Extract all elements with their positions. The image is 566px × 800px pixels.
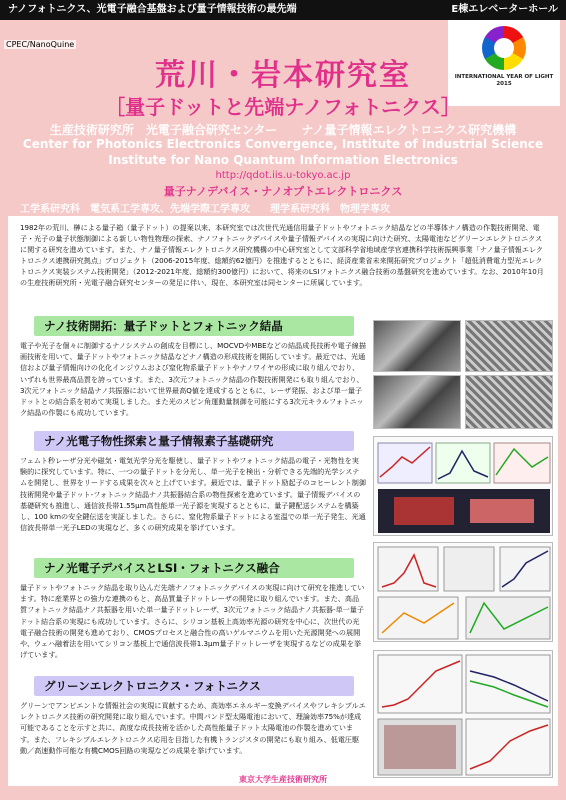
section-body-4: グリーンでアンビエントな情報社会の実現に貢献するため、高効率エネルギー変換デバイスやフレキシブルエレクトロニクス技術の研究開発に取り組んでいます。中間バンド型太陽電池において、理論効率75%が達成可能であることを示すと共に、高度な成長技術を活かした高性能量子ドット太陽電池の作製を進めています。また、フレキシブルエレクトロニクス応用を目指した有機トランジスタの開発にも取り組み、低電圧駆動／高速動作可能な有機CMOS回路の実現などの成果を挙げています。 bbox=[20, 701, 366, 755]
section-heading-2: ナノ光電子物性探索と量子情報素子基礎研究 bbox=[34, 431, 354, 451]
institution-en-1: Center for Photonics Electronics Convergence, Institute of Industrial Science bbox=[22, 137, 544, 151]
section-heading-3: ナノ光電子デバイスとLSI・フォトニクス融合 bbox=[34, 558, 354, 578]
institution-en-2: Institute for Nano Quantum Information Electronics bbox=[108, 153, 458, 167]
header-tagline: ナノフォトニクス、光電子融合基盤および量子情報技術の最先端 bbox=[8, 4, 297, 15]
sem-image-figure bbox=[373, 375, 461, 429]
section-heading-1: ナノ技術開拓：量子ドットとフォトニック結晶 bbox=[34, 316, 354, 336]
logo-text: INTERNATIONAL YEAR OF LIGHT 2015 bbox=[454, 74, 554, 87]
section-body-3: 量子ドットやフォトニック結晶を取り込んだ先端ナノフォトニックデバイスの実現に向けて研究を推進しています。特に産業界との強力な連携のもと、高品質量子ドットレーザの開発に取り組んでいます。また、高品質フォトニック結晶ナノ共振器を用いた単一量子ドットレーザ、3次元フォトニック結晶ナノ共振器-単一量子ドット結合系の実現にも成功しています。さらに、シリコン基板上高効率光源の研究を中心に、次世代の光電子融合技術の開発も進めており、CMOSプロセスと融合性の高いゲルマニウムを用いた光源開発への展開や、ウェハ融着法を用いてシリコン基板上で通信波長帯1.3μm量子ドットレーザを実現するなどの成果を挙げています。 bbox=[20, 583, 365, 660]
graph-thumbnails bbox=[374, 651, 553, 778]
org-tag: CPEC/NanoQuine bbox=[6, 40, 75, 49]
section-body-2: フェムト秒レーザ分光や磁気・電気光学分光を駆使し、量子ドットやフォトニック結晶の電子・光物性を実験的に探究しています。特に、一つの量子ドットを分光し、単一光子を検出・分析できる先端的光学システムを開発し、世界をリードする成果を次々と上げています。最近では、量子ドット励起子のコヒーレント制御技術開発や量子ドット-フォトニック結晶ナノ共振器結合系の物性探索を進めています。量子情報デバイスの基礎研究も推進し、通信波長帯1.55μm高性能単一光子源を実現するとともに、量子鍵配送システムを構築し、100 kmの安全鍵伝送を実証しました。さらに、窒化物系量子ドットによる室温での単一光子発生、光通信波長帯単一光子LEDの実現など、多くの研究成果を挙げています。 bbox=[20, 456, 366, 533]
lab-subtitle: ［量子ドットと先端ナノフォトニクス］ bbox=[105, 95, 461, 119]
header-location: E棟エレベーターホール bbox=[451, 4, 558, 15]
lab-title: 荒川・岩本研究室 bbox=[155, 58, 411, 93]
graph-thumbnails bbox=[374, 437, 553, 536]
footer-institution: 東京大学生産技術研究所 bbox=[239, 775, 327, 784]
intro-text: 1982年の荒川、榊による量子箱（量子ドット）の提案以来、本研究室では次世代光通信用量子ドットやフォトニック結晶などの半導体ナノ構造の作製技術開発、電子・光子の量子状態制御による新しい物性物理の探索、ナノフォトニックデバイスや量子情報デバイスの実現に向けた研究、太陽電池などグリーンエレクトロニクスに関する研究を進めています。また、ナノ量子情報エレクトロニクス研究機構の中心研究室として文部科学省地域産学官連携科学技術振興事業「ナノ量子情報エレクトロニクス連携研究拠点」プロジェクト（2006-2015年度、総額約62億円）を推進するとともに、経済産業省未来開拓研究プロジェクト「超低消費電力型光エレクトロニクス実装システム技術開発」（2012-2021年度、総額約300億円）において、将来のLSIフォトニクス融合技術の基盤研究を進めています。なお、2010年10月の生産技術研究所・光電子融合研究センターの発足に伴い、現在、本研究室は同センターに所属しています。 bbox=[20, 223, 544, 287]
sem-image-figure bbox=[465, 320, 553, 372]
lab-field: 量子ナノデバイス・ナノオプトエレクトロニクス bbox=[163, 185, 403, 198]
figure-column bbox=[373, 320, 553, 780]
section-heading-4: グリーンエレクトロニクス・フォトニクス bbox=[34, 676, 354, 696]
content-panel bbox=[8, 216, 558, 786]
graph-thumbnails bbox=[374, 543, 553, 642]
section-body-1: 電子や光子を個々に制御するナノシステムの創成を目標にし、MOCVDやMBEなどの結晶成長技術や電子線描画技術を用いて、量子ドットやフォトニック結晶などナノ構造の形成技術を開拓しています。最近では、光通信および量子情報向けの化化インジウムおよび窒化物系量子ドットやナノワイヤの形成に取り組んでおり、いずれも世界最高品質を誇っています。また、3次元フォトニック結晶の作製技術開発にも取り組んでおり、3次元フォトニック結晶ナノ共振器において世界最高Q値を達成するとともに、レーザ発振、および単一量子ドットとの結合系を初めて実現しました。また光のスピン角運動量制御を可能にする3次元キラルフォトニック結晶の作製にも成功しています。 bbox=[20, 341, 366, 418]
research-figure-panel bbox=[373, 542, 553, 642]
lab-url[interactable]: http://qdot.iis.u-tokyo.ac.jp bbox=[215, 170, 351, 181]
sem-image-figure bbox=[373, 320, 461, 372]
header-bar bbox=[0, 0, 566, 20]
departments: 工学系研究科 電気系工学専攻、先端学際工学専攻 理学系研究科 物理学専攻 bbox=[20, 204, 390, 215]
research-figure-panel bbox=[373, 436, 553, 536]
institutions-jp: 生産技術研究所 光電子融合研究センター ナノ量子情報エレクトロニクス研究機構 bbox=[49, 123, 517, 137]
sem-image-figure bbox=[465, 375, 553, 429]
research-figure-panel bbox=[373, 650, 553, 778]
